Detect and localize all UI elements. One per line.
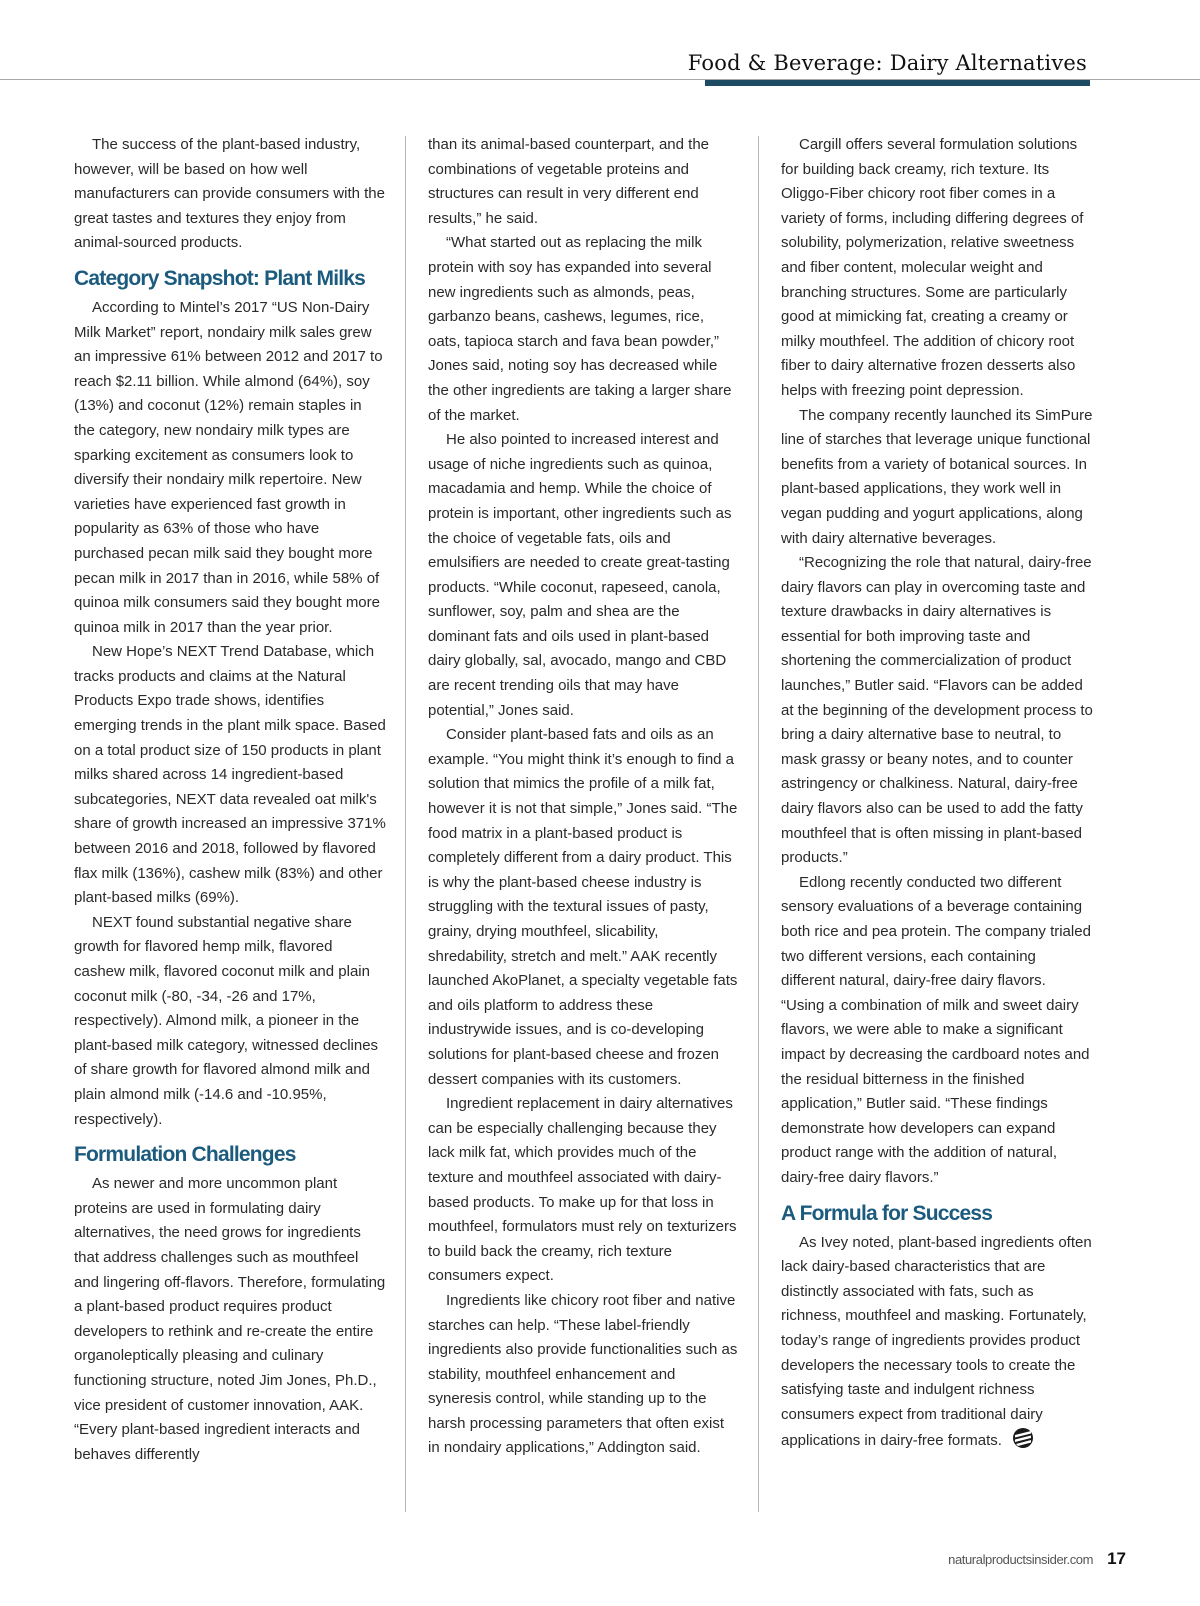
page-footer [948,1549,1126,1569]
article-column-3 [781,133,1093,1454]
subheading-formula-for-success: A Formula for Success [781,1201,993,1225]
paragraph: Ingredient replacement in dairy alternatives can be especially challenging because they lack milk fat, which provides much of the texture and mouthfeel associated with dairy-based products. To make up for that loss in mouthfeel, formulators must rely on texturizers to build back the creamy, rich texture consumers expect. [428,1095,737,1285]
paragraph: According to Mintel’s 2017 “US Non-Dairy Milk Market” report, nondairy milk sales grew an impressive 61% between 2012 and 2017 to reach $2.11 billion. While almond (64%), soy (13%) and coconut (12%) remain staples in the category, new nondairy milk types are sparking excitement as consumers look to diversify their nondairy milk repertoire. New varieties have experienced fast growth in popularity as 63% of those who have purchased pecan milk said they bought more pecan milk in 2017 than in 2016, while 58% of quinoa milk consumers said they bought more quinoa milk in 2017 than the year prior. [74,298,383,636]
paragraph: Cargill offers several formulation solutions for building back creamy, rich texture. Its Oliggo-Fiber chicory root fiber comes in a variety of forms, including differing degrees of solubility, polymerization, relative sweetness and fiber content, molecular weight and branching structures. Some are particularly good at mimicking fat, creating a creamy or milky mouthfeel. The addition of chicory root fiber to dairy alternative frozen desserts also helps with freezing point depression. [781,136,1084,399]
paragraph: The company recently launched its SimPure line of starches that leverage unique functional benefits from a variety of botanical sources. In plant-based applications, they work well in vegan pudding and yogurt applications, along with dairy alternative beverages. [781,406,1093,547]
paragraph: Ingredients like chicory root fiber and native starches can help. “These label-friendly ingredients also provide functionalities such as stability, mouthfeel enhancement and syneresis control, while standing up to the harsh processing parameters that often exist in nondairy applications,” Addington said. [428,1291,738,1457]
column-divider [405,136,406,1512]
section-title: Food & Beverage: Dairy Alternatives [687,51,1087,75]
page-number: 17 [1107,1549,1126,1568]
paragraph: than its animal-based counterpart, and the combinations of vegetable proteins and structures can result in very different end results,” he said. [428,136,710,227]
article-column-1 [74,133,386,1467]
footer-url: naturalproductsinsider.com [948,1552,1094,1567]
paragraph: The success of the plant-based industry, however, will be based on how well manufacturers can provide consumers with the great tastes and textures they enjoy from animal-sourced products. [74,136,385,252]
subheading-category-snapshot: Category Snapshot: Plant Milks [74,266,366,290]
subheading-formulation-challenges: Formulation Challenges [74,1143,296,1167]
paragraph: NEXT found substantial negative share growth for flavored hemp milk, flavored cashew milk, flavored coconut milk and plain coconut milk (-80, -34, -26 and 17%, respectively). Almond milk, a pioneer in the plant-based milk category, witnessed declines of share growth for flavored almond milk and plain almond milk (-14.6 and -10.95%, respectively). [74,913,379,1128]
paragraph: As newer and more uncommon plant proteins are used in formulating dairy alternatives, the need grows for ingredients that address challenges such as mouthfeel and lingering off-flavors. Therefore, formulating a plant-based product requires product developers to rethink and re-create the entire organoleptically pleasing and culinary functioning structure, noted Jim Jones, Ph.D., vice president of customer innovation, AAK. “Every plant-based ingredient interacts and behaves differently [74,1175,386,1463]
column-divider [758,136,759,1512]
paragraph-text: As Ivey noted, plant-based ingredients often lack dairy-based characteristics that are distinctly associated with fats, such as richness, mouthfeel and masking. Fortunately, today’s range of ingredients provides product developers the necessary tools to create the satisfying taste and indulgent richness consumers expect from traditional dairy applications in dairy-free formats. [781,1233,1092,1450]
paragraph: Edlong recently conducted two different sensory evaluations of a beverage containing both rice and pea protein. The company trialed two different versions, each containing different natural, dairy-free dairy flavors. “Using a combination of milk and sweet dairy flavors, we were able to make a significant impact by decreasing the cardboard notes and the residual bitterness in the finished application,” Butler said. “These findings demonstrate how developers can expand product range with the addition of natural, dairy-free dairy flavors.” [781,873,1091,1186]
paragraph: Consider plant-based fats and oils as an example. “You might think it’s enough to find a solution that mimics the profile of a milk fat, however it is not that simple,” Jones said. “The food matrix in a plant-based product is completely different from a dairy product. This is why the plant-based cheese industry is struggling with the textural issues of pasty, grainy, drying mouthfeel, slicability, shredability, stretch and melt.” AAK recently launched AkoPlanet, a specialty vegetable fats and oils platform to address these industrywide issues, and is co-developing solutions for plant-based cheese and frozen dessert companies with its customers. [428,726,738,1088]
paragraph: “Recognizing the role that natural, dairy-free dairy flavors can play in overcoming taste and texture drawbacks in dairy alternatives is essential for both improving taste and shortening the commercialization of product launches,” Butler said. “Flavors can be added at the beginning of the development process to bring a dairy alternative base to neutral, to mask grassy or beany notes, and to counter astringency or chalkiness. Natural, dairy-free dairy flavors also can be used to add the fatty mouthfeel that is often missing in plant-based products.” [781,554,1093,867]
article-column-2 [428,133,738,1461]
paragraph: “What started out as replacing the milk protein with soy has expanded into several new ingredients such as almonds, peas, garbanzo beans, cashews, legumes, rice, oats, tapioca starch and fava bean powder,” Jones said, noting soy has decreased while the other ingredients are taking a larger share of the market. [428,234,732,424]
paragraph [781,1231,1093,1454]
end-of-article-icon [1012,1427,1034,1449]
paragraph: He also pointed to increased interest and usage of niche ingredients such as quinoa, macadamia and hemp. While the choice of protein is important, other ingredients such as the choice of vegetable fats, oils and emulsifiers are needed to create great-tasting products. “While coconut, rapeseed, canola, sunflower, soy, palm and shea are the dominant fats and oils used in plant-based dairy globally, sal, avocado, mango and CBD are recent trending oils that may have potential,” Jones said. [428,431,732,719]
paragraph: New Hope’s NEXT Trend Database, which tracks products and claims at the Natural Products Expo trade shows, identifies emerging trends in the plant milk space. Based on a total product size of 150 products in plant milks shared across 14 ingredient-based subcategories, NEXT data revealed oat milk's share of growth increased an impressive 371% between 2016 and 2018, followed by flavored flax milk (136%), cashew milk (83%) and other plant-based milks (69%). [74,643,386,907]
header-accent-bar [705,80,1090,86]
